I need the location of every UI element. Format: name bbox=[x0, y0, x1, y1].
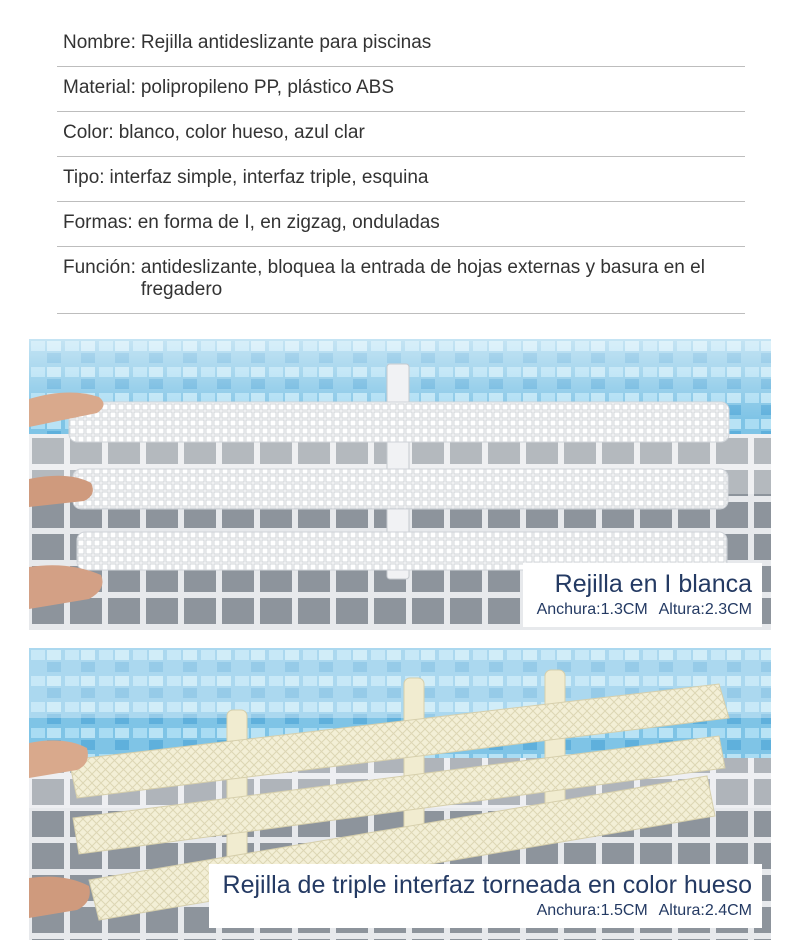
spec-row-color bbox=[57, 112, 745, 157]
spec-value: Rejilla antideslizante para piscinas bbox=[140, 32, 432, 53]
spec-label: Tipo: bbox=[63, 167, 105, 188]
spec-label: Material: bbox=[63, 77, 136, 98]
spec-row-nombre bbox=[57, 22, 745, 67]
spec-list bbox=[57, 22, 745, 314]
spec-value: polipropileno PP, plástico ABS bbox=[140, 77, 395, 98]
spec-value: antideslizante, bloquea la entrada de hojas externas y basura en el fregadero bbox=[140, 257, 705, 300]
spec-value: interfaz simple, interfaz triple, esquina bbox=[109, 167, 429, 188]
spec-value: en forma de I, en zigzag, onduladas bbox=[137, 212, 440, 233]
spec-value: blanco, color hueso, azul clar bbox=[118, 122, 365, 143]
spec-label: Formas: bbox=[63, 212, 133, 233]
spec-label: Nombre: bbox=[63, 32, 136, 53]
product-dimensions bbox=[537, 599, 752, 621]
product-height: Altura:2.3CM bbox=[658, 601, 752, 618]
spec-row-tipo bbox=[57, 157, 745, 202]
spec-row-formas bbox=[57, 202, 745, 247]
spec-label: Función: bbox=[63, 257, 136, 278]
product-width: Anchura:1.3CM bbox=[536, 601, 648, 618]
caption-bone bbox=[209, 864, 762, 928]
product-width: Anchura:1.5CM bbox=[536, 902, 648, 919]
spec-row-funcion bbox=[57, 247, 745, 314]
product-dimensions bbox=[223, 900, 752, 922]
product-photo-bone bbox=[29, 648, 771, 940]
product-photo-white bbox=[29, 339, 771, 630]
spec-label: Color: bbox=[63, 122, 114, 143]
caption-white bbox=[523, 563, 762, 627]
product-height: Altura:2.4CM bbox=[658, 902, 752, 919]
product-title: Rejilla de triple interfaz torneada en color hueso bbox=[222, 871, 752, 899]
spec-row-material bbox=[57, 67, 745, 112]
product-title: Rejilla en I blanca bbox=[554, 570, 752, 598]
